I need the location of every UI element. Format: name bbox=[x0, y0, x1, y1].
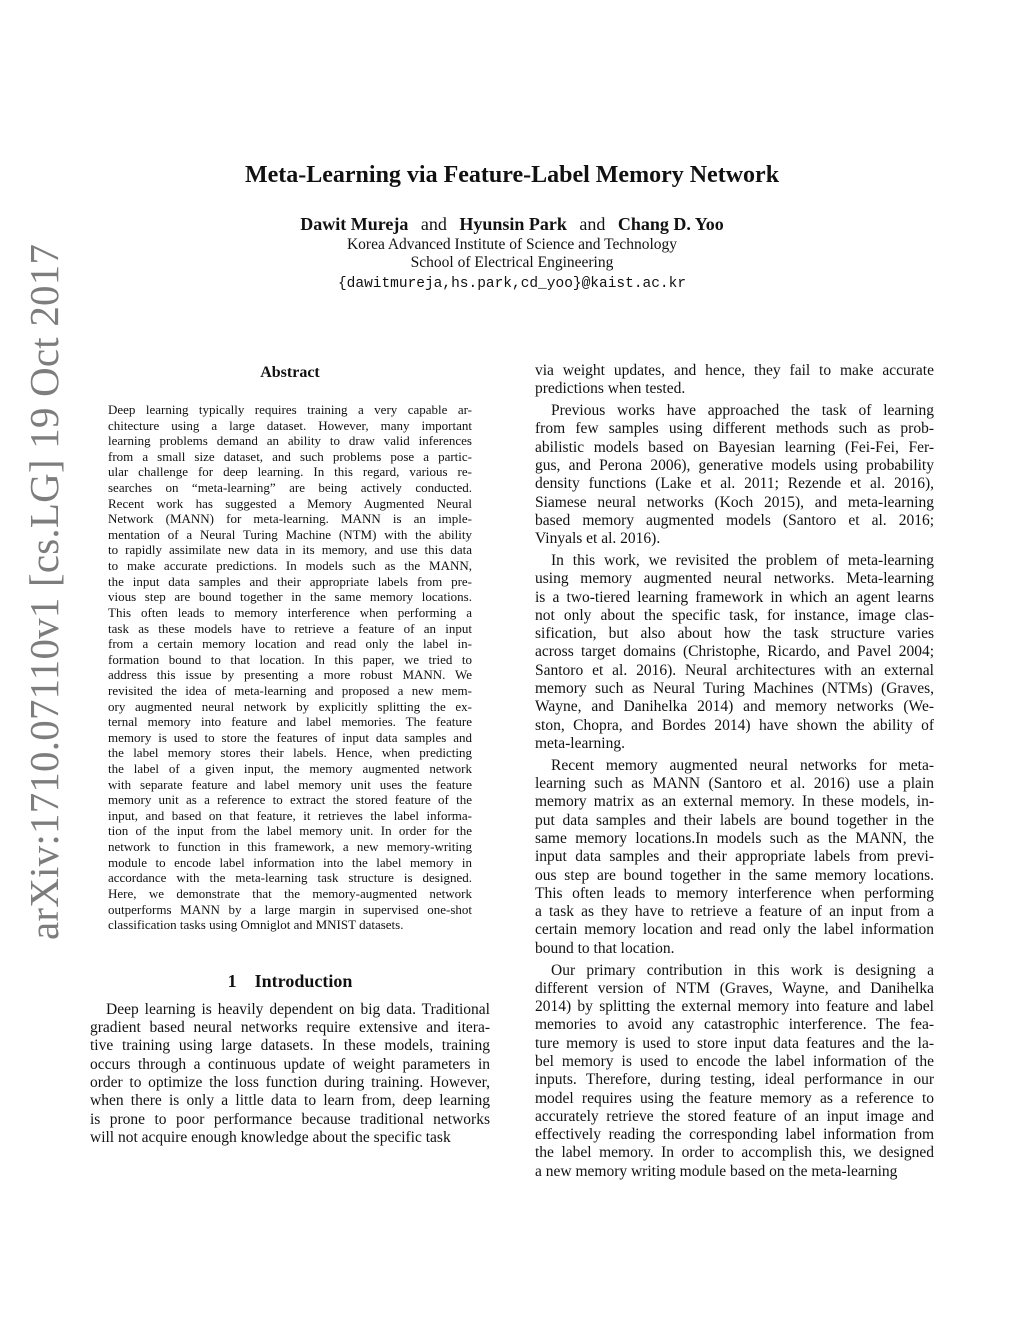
text-line: ston, Chopra, and Bordes 2014) have shown the ability of bbox=[535, 716, 934, 734]
text-line: Recent memory augmented neural networks for meta- bbox=[551, 756, 934, 774]
text-line: ture memory is used to store input data features and the la- bbox=[535, 1034, 934, 1052]
text-line: from few samples using different methods such as prob- bbox=[535, 420, 934, 438]
text-line: learning such as MANN (Santoro et al. 2016) use a plain bbox=[535, 775, 934, 793]
text-line: certain memory location and read only the label information bbox=[535, 921, 934, 939]
text-line: mentation of a Neural Turing Machine (NTM) with the ability bbox=[108, 526, 472, 542]
text-line: density functions (Lake et al. 2011; Rezende et al. 2016), bbox=[535, 475, 934, 493]
text-line: meta-learning. bbox=[535, 734, 625, 752]
section-number: 1 bbox=[227, 970, 237, 991]
text-line: This often leads to memory interference when performing bbox=[535, 884, 934, 902]
text-line: from a certain memory location and read only the label in- bbox=[108, 636, 472, 652]
text-line: across target domains (Christophe, Ricardo, and Pavel 2004; bbox=[535, 643, 934, 661]
text-line: Our primary contribution in this work is designing a bbox=[551, 961, 934, 979]
section-heading-introduction bbox=[90, 969, 490, 993]
paragraph bbox=[535, 552, 934, 753]
text-line: 2014) by splitting the external memory into feature and label bbox=[535, 998, 934, 1016]
text-line: Here, we demonstrate that the memory-augmented network bbox=[108, 885, 472, 901]
section-title: Introduction bbox=[254, 970, 353, 991]
affiliation-line: Korea Advanced Institute of Science and Technology bbox=[346, 236, 678, 253]
text-line: memory unit as a reference to extract the stored feature of the bbox=[108, 792, 472, 808]
text-line: In this work, we revisited the problem of meta-learning bbox=[551, 551, 934, 569]
text-line: the label memory stores their labels. Hence, when predicting bbox=[108, 745, 472, 761]
text-line: memory matrix as an external memory. In these models, in- bbox=[535, 793, 934, 811]
title-block bbox=[100, 158, 924, 294]
text-line: using memory augmented neural networks. Meta-learning bbox=[535, 570, 934, 588]
paragraph bbox=[535, 402, 934, 548]
text-line: task as these models have to retrieve a feature of an input bbox=[108, 620, 472, 636]
text-line: searches on “meta-learning” are being actively conducted. bbox=[108, 480, 472, 496]
author-name: Dawit Mureja bbox=[300, 214, 409, 234]
text-line: is a two-tiered learning framework in which an agent learns bbox=[535, 588, 934, 606]
author-separator: and bbox=[420, 214, 447, 234]
text-line: to rapidly assimilate new data in its memory, and use this data bbox=[108, 542, 472, 558]
paragraph bbox=[535, 962, 934, 1182]
text-line: Siamese neural networks (Koch 2015), and meta-learning bbox=[535, 493, 934, 511]
text-line: address this issue by presenting a more robust MANN. We bbox=[108, 667, 472, 683]
author-name: Chang D. Yoo bbox=[617, 214, 724, 234]
author-separator: and bbox=[579, 214, 606, 234]
abstract-body bbox=[108, 402, 472, 933]
text-line: the input data samples and their appropriate labels from pre- bbox=[108, 573, 472, 589]
text-line: gus, and Perona 2006), generative models using probability bbox=[535, 456, 934, 474]
text-line: the label memory. In order to accomplish this, we designed bbox=[535, 1144, 934, 1162]
text-line: model requires using the feature memory as a reference to bbox=[535, 1089, 934, 1107]
text-line: Vinyals et al. 2016). bbox=[535, 530, 661, 548]
text-line: chitecture using a large dataset. However, many important bbox=[108, 417, 472, 433]
text-line: a task as they have to retrieve a feature of an input from a bbox=[535, 903, 934, 921]
paper-title: Meta-Learning via Feature-Label Memory Network bbox=[244, 162, 780, 188]
text-line: a new memory writing module based on the meta-learning bbox=[535, 1162, 898, 1180]
text-line: via weight updates, and hence, they fail to make accurate bbox=[535, 362, 934, 379]
text-line: when there is only a little data to learn from, deep learning bbox=[90, 1092, 490, 1110]
author-name: Hyunsin Park bbox=[459, 214, 567, 234]
text-line: module to encode label information into the label memory in bbox=[108, 854, 472, 870]
text-line: same memory locations.In models such as the MANN, the bbox=[535, 829, 934, 847]
text-line: order to optimize the loss function during training. However, bbox=[90, 1073, 490, 1091]
text-line: inputs. Therefore, during testing, ideal performance in our bbox=[535, 1071, 934, 1089]
text-line: revisited the idea of meta-learning and proposed a new mem- bbox=[108, 682, 472, 698]
text-line: ular challenge for deep learning. In this regard, various re- bbox=[108, 464, 472, 480]
text-line: effectively reading the corresponding label information from bbox=[535, 1126, 934, 1144]
text-line: ory augmented neural network by explicitly splitting the ex- bbox=[108, 698, 472, 714]
text-line: not only about the specific task, for instance, image clas- bbox=[535, 606, 934, 624]
text-line: predictions when tested. bbox=[535, 380, 686, 398]
text-line: bound to that location. bbox=[535, 939, 675, 957]
text-line: bel memory is used to encode the label information of the bbox=[535, 1052, 934, 1070]
text-line: based memory augmented models (Santoro et al. 2016; bbox=[535, 511, 934, 529]
text-line: accordance with the meta-learning task structure is designed. bbox=[108, 870, 472, 886]
text-line: accurately retrieve the stored feature of an input image and bbox=[535, 1107, 934, 1125]
text-line: input, and based on that feature, it retrieves the label informa- bbox=[108, 807, 472, 823]
text-line: formation bound to that location. In this paper, we tried to bbox=[108, 651, 472, 667]
text-line: different version of NTM (Graves, Wayne, and Danihelka bbox=[535, 979, 934, 997]
text-line: to make accurate predictions. In models such as the MANN, bbox=[108, 558, 472, 574]
text-line: abilistic models based on Bayesian learning (Fei-Fei, Fer- bbox=[535, 438, 934, 456]
text-line: vious step are bound together in the same memory locations. bbox=[108, 589, 472, 605]
text-line: input data samples and their appropriate labels from previ- bbox=[535, 848, 934, 866]
text-line: memory is used to store the features of input data samples and bbox=[108, 729, 472, 745]
text-line: Previous works have approached the task of learning bbox=[551, 402, 934, 420]
author-list bbox=[100, 212, 924, 236]
text-line: memory such as Neural Turing Machines (NTMs) (Graves, bbox=[535, 680, 934, 698]
text-line: learning problems demand an ability to draw valid inferences bbox=[108, 433, 472, 449]
text-line: Deep learning typically requires training a very capable ar- bbox=[108, 402, 472, 417]
text-line: This often leads to memory interference when performing a bbox=[108, 604, 472, 620]
left-column bbox=[90, 362, 490, 1147]
abstract-heading: Abstract bbox=[260, 364, 320, 381]
text-line: Network (MANN) for meta-learning. MANN is an imple- bbox=[108, 511, 472, 527]
affiliation-line: School of Electrical Engineering bbox=[410, 254, 614, 271]
author-email: {dawitmureja,hs.park,cd_yoo}@kaist.ac.kr bbox=[337, 276, 687, 292]
text-line: ternal memory into feature and label memories. The feature bbox=[108, 714, 472, 730]
text-line: will not acquire enough knowledge about the specific task bbox=[90, 1128, 451, 1146]
text-line: Wayne, and Danihelka 2014) and memory networks (We- bbox=[535, 698, 934, 716]
text-line: memories to avoid any catastrophic interference. The fea- bbox=[535, 1016, 934, 1034]
right-column bbox=[535, 362, 934, 1185]
arxiv-stamp: arXiv:1710.07110v1 [cs.LG] 19 Oct 2017 bbox=[21, 243, 67, 940]
text-line: tion of the input from the label memory unit. In order for the bbox=[108, 823, 472, 839]
text-line: Recent work has suggested a Memory Augmented Neural bbox=[108, 495, 472, 511]
text-line: put data samples and their labels are bound together in the bbox=[535, 811, 934, 829]
text-line: network to function in this framework, a new memory-writing bbox=[108, 839, 472, 855]
text-line: ous step are bound together in the same memory locations. bbox=[535, 866, 934, 884]
text-line: gradient based neural networks require extensive and itera- bbox=[90, 1019, 490, 1037]
introduction-body bbox=[90, 1001, 490, 1147]
text-line: occurs through a continuous update of weight parameters in bbox=[90, 1055, 490, 1073]
text-line: is prone to poor performance because traditional networks bbox=[90, 1110, 490, 1128]
text-line: from a small size dataset, and such problems pose a partic- bbox=[108, 448, 472, 464]
text-line: the label of a given input, the memory augmented network bbox=[108, 761, 472, 777]
text-line: outperforms MANN by a large margin in supervised one-shot bbox=[108, 901, 472, 917]
paragraph bbox=[535, 757, 934, 958]
paragraph bbox=[535, 362, 934, 399]
text-line: tive training using large datasets. In these models, training bbox=[90, 1037, 490, 1055]
text-line: classification tasks using Omniglot and MNIST datasets. bbox=[108, 917, 404, 933]
text-line: Santoro et al. 2016). Neural architectures with an external bbox=[535, 661, 934, 679]
text-line: Deep learning is heavily dependent on big data. Traditional bbox=[106, 1000, 490, 1018]
text-line: sification, but also about how the task structure varies bbox=[535, 625, 934, 643]
text-line: with separate feature and label memory unit uses the feature bbox=[108, 776, 472, 792]
